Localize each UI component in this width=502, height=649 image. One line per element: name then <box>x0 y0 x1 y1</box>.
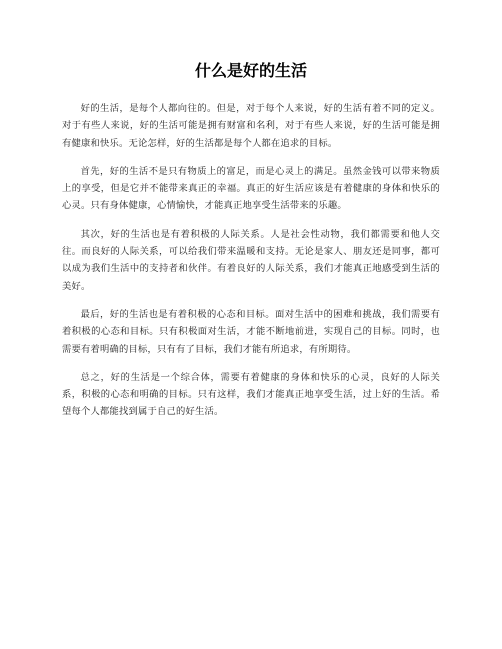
document-body <box>62 100 440 432</box>
paragraph-intro: 好的生活，是每个人都向往的。但是，对于每个人来说，好的生活有着不同的定义。对于有些人来说，好的生活可能是拥有财富和名利，对于有些人来说，好的生活可能是拥有健康和快乐。无论怎样，好的生活都是每个人都在追求的目标。 <box>62 103 440 149</box>
document-title: 什么是好的生活 <box>194 61 307 80</box>
paragraph-first: 首先，好的生活不是只有物质上的富足，而是心灵上的满足。虽然金钱可以带来物质上的享受，但是它并不能带来真正的幸福。真正的好生活应该是有着健康的身体和快乐的心灵。只有身体健康，心情愉快，才能真正地享受生活带来的乐趣。 <box>62 165 440 212</box>
paragraph-last: 最后，好的生活也是有着积极的心态和目标。面对生活中的困难和挑战，我们需要有着积极的心态和目标。只有积极面对生活，才能不断地前进，实现自己的目标。同时，也需要有着明确的目标，只有有了目标，我们才能有所追求，有所期待。 <box>62 308 440 355</box>
paragraph-conclusion: 总之，好的生活是一个综合体，需要有着健康的身体和快乐的心灵，良好的人际关系，积极的心态和明确的目标。只有这样，我们才能真正地享受生活，过上好的生活。希望每个人都能找到属于自己的好生活。 <box>62 371 440 418</box>
paragraph-second: 其次，好的生活也是有着积极的人际关系。人是社会性动物，我们都需要和他人交往。而良好的人际关系，可以给我们带来温暖和支持。无论是家人、朋友还是同事，都可以成为我们生活中的支持者和伙伴。有着良好的人际关系，我们才能真正地感受到生活的美好。 <box>62 228 440 292</box>
